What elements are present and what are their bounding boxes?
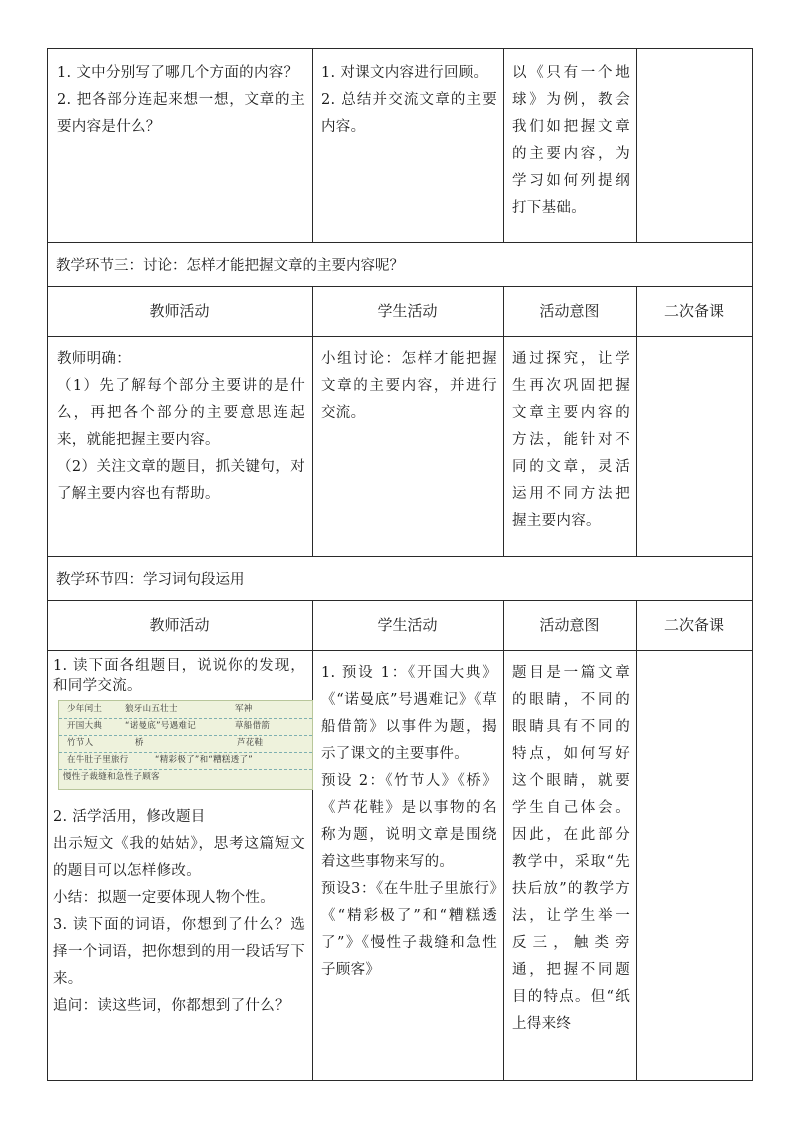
table-rule (47, 1080, 753, 1081)
row4-student-item: 1. 预设 1：《开国大典》《“诺曼底”号遇难记》《草船借箭》以事件为题，揭示了课文的主要事件。 (321, 665, 497, 762)
section3-title: 教学环节三：讨论：怎样才能把握文章的主要内容呢？ (56, 258, 404, 274)
row1-teacher-item: 2. 把各部分连起来想一想，文章的主要内容是什么？ (57, 92, 305, 135)
row1-student-cell (321, 60, 497, 141)
header-student-activity: 学生活动 (377, 616, 438, 634)
table-border-right (752, 48, 753, 1081)
row3-student-text: 小组讨论：怎样才能把握文章的主要内容，并进行交流。 (321, 351, 497, 421)
lesson-plan-table (47, 48, 753, 1081)
table-rule (47, 48, 753, 49)
header-student-activity: 学生活动 (377, 302, 438, 320)
row1-teacher-cell (57, 60, 305, 141)
example-title: 芦花鞋 (237, 738, 264, 748)
example-title: 桥 (135, 738, 144, 748)
row3-teacher-cell (57, 346, 305, 508)
example-title: 开国大典 (67, 721, 103, 731)
row4-teacher-item: 小结：拟题一定要体现人物个性。 (53, 890, 275, 906)
example-title: 在牛肚子里旅行 (67, 755, 129, 765)
section4-title: 教学环节四：学习词句段运用 (56, 572, 245, 588)
example-title: “诺曼底”号遇难记 (125, 721, 197, 731)
row1-teacher-item: 1. 文中分别写了哪几个方面的内容？ (57, 65, 299, 81)
example-title: 草船借箭 (235, 721, 271, 731)
header-second-prep: 二次备课 (663, 302, 724, 320)
example-title: 竹节人 (67, 738, 94, 748)
table-border-left (47, 48, 48, 1081)
row3-teacher-item: （1）先了解每个部分主要讲的是什么，再把各个部分的主要意思连起来，就能把握主要内容。 (57, 378, 305, 448)
row4-teacher-cell (53, 656, 305, 1020)
row3-student-cell (321, 346, 497, 427)
column-divider (503, 48, 504, 242)
column-divider (312, 48, 313, 242)
row3-teacher-item: 教师明确： (57, 351, 131, 367)
column-divider (636, 600, 637, 1081)
column-divider (503, 600, 504, 1081)
header-activity-intent: 活动意图 (539, 302, 600, 320)
table-rule (47, 556, 753, 557)
row4-teacher-item: 2. 活学活用，修改题目 (53, 809, 206, 825)
example-title: 少年闰土 (67, 704, 103, 714)
row4-student-item: 预设3：《在牛肚子里旅行》《“精彩极了”和“糟糕透了”》《慢性子裁缝和急性子顾客》 (321, 881, 497, 978)
column-divider (636, 48, 637, 242)
row3-intent-cell (512, 346, 630, 535)
table-rule (47, 242, 753, 243)
row4-intent-cell (512, 660, 630, 1038)
header-second-prep: 二次备课 (663, 616, 724, 634)
row4-teacher-item: 追问：读这些词，你都想到了什么？ (53, 998, 290, 1014)
header-teacher-activity: 教师活动 (149, 616, 210, 634)
table-rule (47, 336, 753, 337)
example-title: 慢性子裁缝和急性子顾客 (63, 772, 160, 782)
header-activity-intent: 活动意图 (539, 616, 600, 634)
row4-student-cell (321, 660, 497, 984)
table-rule (47, 650, 753, 651)
row4-teacher-item: 出示短文《我的姑姑》，思考这篇短文的题目可以怎样修改。 (53, 836, 305, 879)
row1-student-item: 2. 总结并交流文章的主要内容。 (321, 92, 497, 135)
example-title: 军神 (235, 704, 253, 714)
row4-teacher-item: 3. 读下面的词语，你想到了什么？选择一个词语，把你想到的用一段话写下来。 (53, 917, 305, 987)
example-title: 狼牙山五壮士 (125, 704, 178, 714)
example-title: “精彩极了”和“糟糕透了” (155, 755, 254, 765)
row3-intent-text: 通过探究，让学生再次巩固把握文章主要内容的方法，能针对不同的文章，灵活运用不同方法把握主要内容。 (512, 351, 630, 529)
row4-intent-text: 题目是一篇文章的眼睛，不同的眼睛具有不同的特点，如何写好这个眼睛，就要学生自己体会。因此，在此部分教学中，采取“先扶后放”的教学方法，让学生举一反三，触类旁通，把握不同题目的特点。但“纸上得来终 (512, 665, 630, 1032)
row4-teacher-question-1: 1. 读下面各组题目，说说你的发现，和同学交流。 (53, 658, 305, 694)
row1-intent-text: 以《只有一个地球》为例，教会我们如把握文章的主要内容，为学习如何列提纲打下基础。 (512, 65, 630, 216)
row4-student-item: 预设 2：《竹节人》《桥》《芦花鞋》是以事物的名称为题，说明文章是围绕着这些事物来写的。 (321, 773, 497, 870)
header-teacher-activity: 教师活动 (149, 302, 210, 320)
row1-student-item: 1. 对课文内容进行回顾。 (321, 65, 489, 81)
column-divider (312, 600, 313, 1081)
title-examples-image (58, 700, 313, 790)
row3-teacher-item: （2）关注文章的题目，抓关键句，对了解主要内容也有帮助。 (57, 459, 305, 502)
row1-intent-cell (512, 60, 630, 222)
